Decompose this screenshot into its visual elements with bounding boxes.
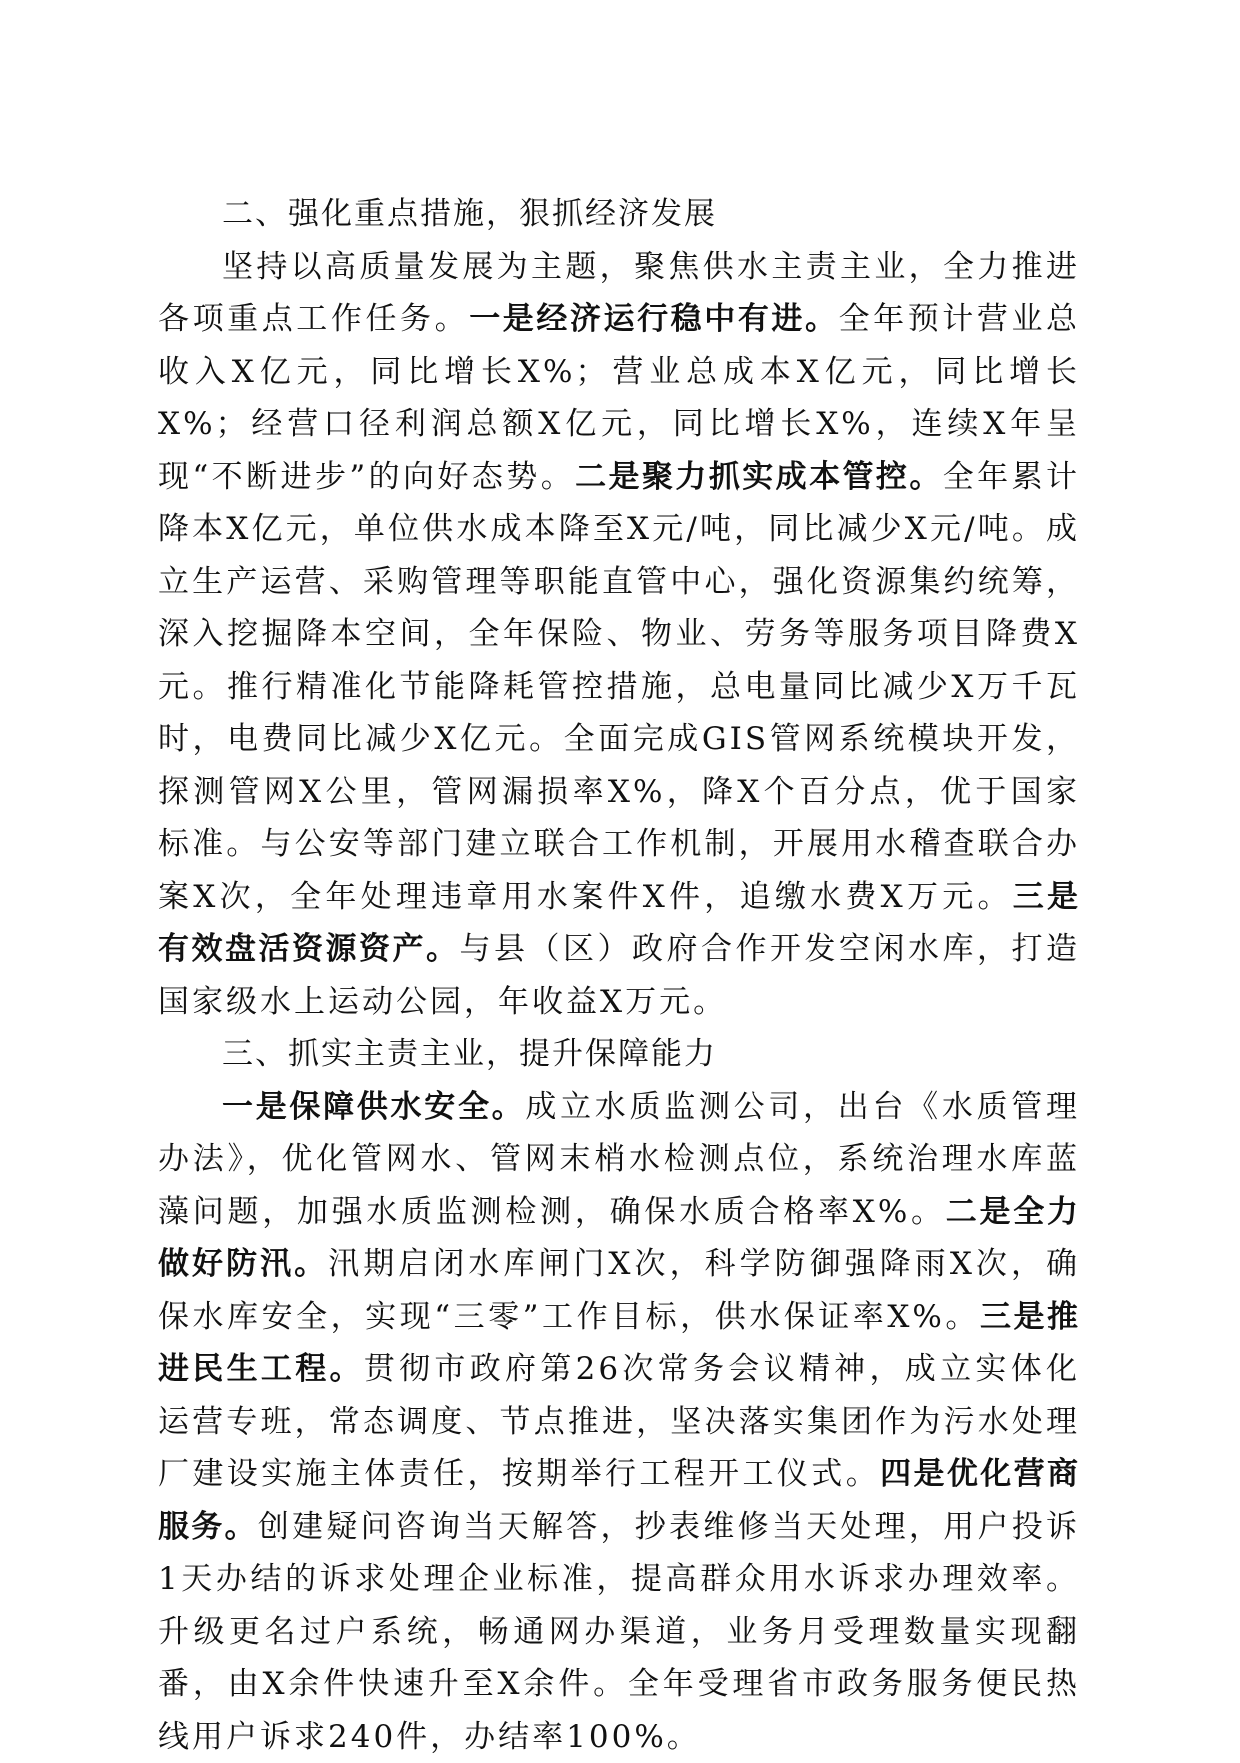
point-title-assets: 三是有效盘活资源资产。	[158, 879, 1080, 968]
point-title-business-service: 四是优化营商服务。	[158, 1456, 1080, 1545]
point-title-flood-control: 二是全力做好防汛。	[158, 1194, 1080, 1283]
point-text-business-service: 创建疑问咨询当天解答，抄表维修当天处理，用户投诉1天办结的诉求处理企业标准，提高群众用水诉求办理效率。升级更名过户系统，畅通网办渠道，业务月受理数量实现翻番，由X余件快速升至X余件。全年受理省市政务服务便民热线用户诉求240件，办结率100%。	[158, 1509, 1080, 1755]
section-2-intro: 坚持以高质量发展为主题，聚焦供水主责主业，全力推进各项重点工作任务。	[158, 249, 1080, 338]
point-text-cost-control: 全年累计降本X亿元，单位供水成本降至X元/吨，同比减少X元/吨。成立生产运营、采购管理等职能直管中心，强化资源集约统筹，深入挖掘降本空间，全年保险、物业、劳务等服务项目降费X元。推行精准化节能降耗管控措施，总电量同比减少X万千瓦时，电费同比减少X亿元。全面完成GIS管网系统模块开发，探测管网X公里，管网漏损率X%，降X个百分点，优于国家标准。与公安等部门建立联合工作机制，开展用水稽查联合办案X次，全年处理违章用水案件X件，追缴水费X万元。	[158, 459, 1080, 915]
point-title-cost-control: 二是聚力抓实成本管控。	[575, 459, 943, 495]
document-page	[158, 188, 1080, 1763]
point-text-water-safety: 成立水质监测公司，出台《水质管理办法》，优化管网水、管网末梢水检测点位，系统治理水库蓝藻问题，加强水质监测检测，确保水质合格率X%。	[158, 1089, 1080, 1230]
point-title-economy: 一是经济运行稳中有进。	[469, 301, 838, 337]
section-2-paragraph	[158, 241, 1080, 1029]
point-text-livelihood: 贯彻市政府第26次常务会议精神，成立实体化运营专班，常态调度、节点推进，坚决落实集团作为污水处理厂建设实施主体责任，按期举行工程开工仪式。	[158, 1351, 1080, 1492]
point-text-economy: 全年预计营业总收入X亿元，同比增长X%；营业总成本X亿元，同比增长X%；经营口径利润总额X亿元，同比增长X%，连续X年呈现“不断进步”的向好态势。	[158, 301, 1080, 495]
point-text-flood-control: 汛期启闭水库闸门X次，科学防御强降雨X次，确保水库安全，实现“三零”工作目标，供水保证率X%。	[158, 1246, 1080, 1335]
point-text-assets: 与县（区）政府合作开发空闲水库，打造国家级水上运动公园，年收益X万元。	[158, 931, 1080, 1020]
point-title-livelihood: 三是推进民生工程。	[158, 1299, 1080, 1388]
section-heading-3: 三、抓实主责主业，提升保障能力	[158, 1028, 1080, 1081]
section-heading-2: 二、强化重点措施，狠抓经济发展	[158, 188, 1080, 241]
point-title-water-safety: 一是保障供水安全。	[222, 1089, 525, 1125]
section-3-paragraph	[158, 1081, 1080, 1763]
